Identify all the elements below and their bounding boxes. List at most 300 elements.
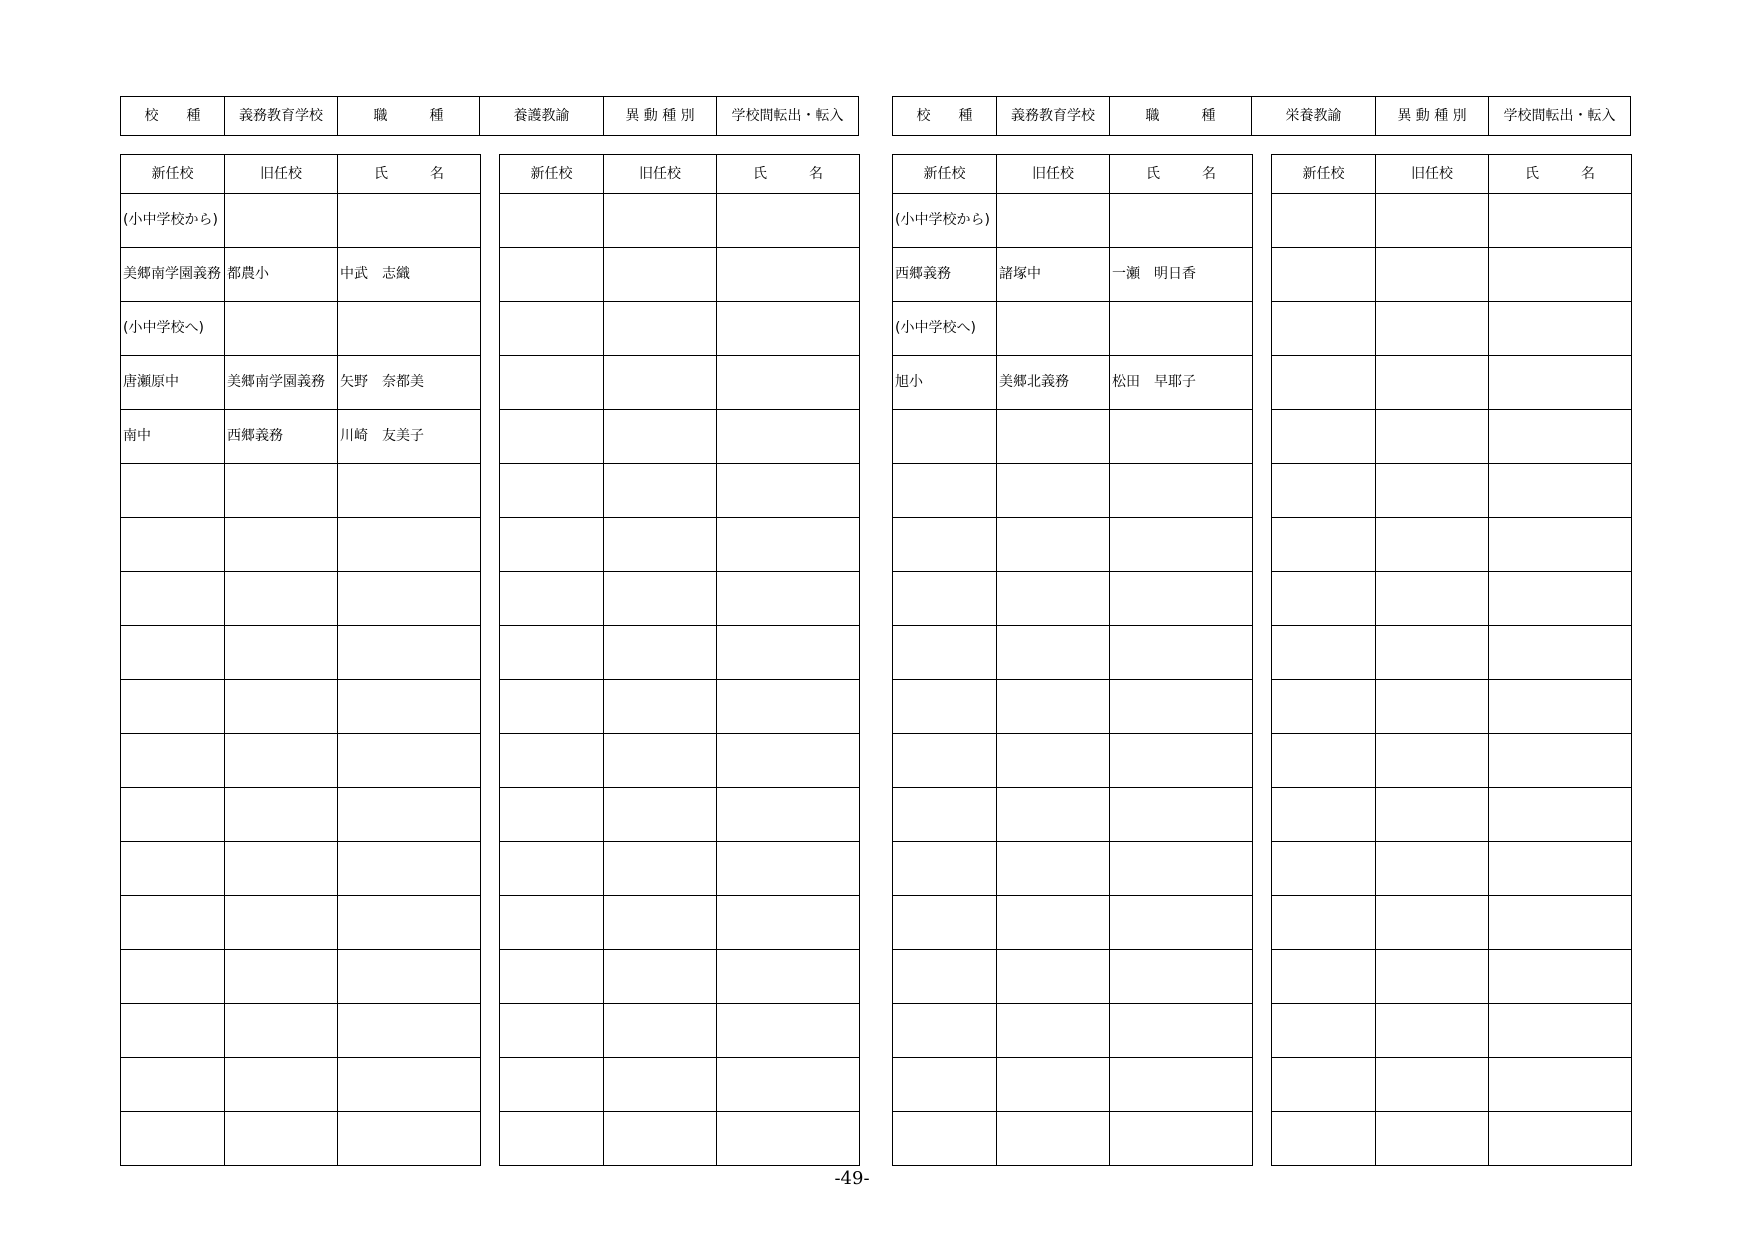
- old-school-cell: [225, 950, 338, 1004]
- table-row: [893, 626, 1253, 680]
- name-header: 氏 名: [1110, 155, 1253, 194]
- new-school-cell: [893, 680, 997, 734]
- table-row: [500, 464, 860, 518]
- new-school-cell: [893, 572, 997, 626]
- table-row: [121, 356, 481, 410]
- table-row: [893, 1112, 1253, 1166]
- table-row: [121, 1004, 481, 1058]
- table-row: [893, 896, 1253, 950]
- table-row: [1272, 1112, 1632, 1166]
- name-header: 氏 名: [338, 155, 481, 194]
- name-cell: [717, 896, 860, 950]
- new-school-cell: [121, 1004, 225, 1058]
- table-row: [500, 1112, 860, 1166]
- table-row: [500, 950, 860, 1004]
- transfer-type-value: 学校間転出・転入: [1489, 97, 1631, 136]
- job-type-label: 職 種: [338, 97, 480, 136]
- old-school-cell: [604, 734, 717, 788]
- old-school-cell: [225, 896, 338, 950]
- new-school-cell: [500, 356, 604, 410]
- table-row: [121, 518, 481, 572]
- old-school-cell: [604, 194, 717, 248]
- new-school-cell: [500, 896, 604, 950]
- name-cell: [1489, 950, 1632, 1004]
- name-cell: 一瀬 明日香: [1110, 248, 1253, 302]
- table-row: [893, 518, 1253, 572]
- old-school-cell: [997, 734, 1110, 788]
- table-row: [121, 572, 481, 626]
- table-row: [500, 734, 860, 788]
- old-school-header: 旧任校: [225, 155, 338, 194]
- name-cell: [717, 1004, 860, 1058]
- new-school-cell: [893, 950, 997, 1004]
- old-school-cell: [604, 680, 717, 734]
- new-school-cell: [121, 734, 225, 788]
- old-school-cell: [604, 410, 717, 464]
- old-school-cell: [997, 680, 1110, 734]
- new-school-header: 新任校: [500, 155, 604, 194]
- old-school-cell: [604, 518, 717, 572]
- school-type-label: 校 種: [121, 97, 225, 136]
- new-school-cell: [1272, 680, 1376, 734]
- old-school-cell: [225, 1004, 338, 1058]
- new-school-cell: [1272, 1058, 1376, 1112]
- old-school-cell: [604, 1004, 717, 1058]
- column-header-row: [121, 155, 481, 194]
- name-cell: [338, 464, 481, 518]
- new-school-cell: [1272, 248, 1376, 302]
- new-school-cell: [500, 302, 604, 356]
- new-school-cell: [1272, 194, 1376, 248]
- old-school-cell: [1376, 356, 1489, 410]
- new-school-cell: [500, 410, 604, 464]
- table-row: [1272, 626, 1632, 680]
- old-school-cell: [1376, 410, 1489, 464]
- new-school-cell: [500, 518, 604, 572]
- table-row: [500, 302, 860, 356]
- name-cell: [717, 626, 860, 680]
- old-school-cell: [225, 626, 338, 680]
- name-cell: [1110, 518, 1253, 572]
- left-header-table: [120, 96, 859, 136]
- table-row: [1272, 1004, 1632, 1058]
- table-row: [1272, 464, 1632, 518]
- name-cell: [717, 572, 860, 626]
- table-row: [500, 410, 860, 464]
- name-cell: [338, 1004, 481, 1058]
- new-school-cell: [500, 734, 604, 788]
- old-school-cell: [604, 1112, 717, 1166]
- table-row: [500, 842, 860, 896]
- table-row: [1272, 248, 1632, 302]
- name-cell: [1489, 842, 1632, 896]
- old-school-cell: [1376, 788, 1489, 842]
- new-school-cell: [121, 572, 225, 626]
- table-row: [500, 788, 860, 842]
- table-row: [1272, 842, 1632, 896]
- table-row: [893, 680, 1253, 734]
- name-cell: [338, 788, 481, 842]
- table-row: [121, 410, 481, 464]
- new-school-cell: [893, 842, 997, 896]
- old-school-cell: [1376, 248, 1489, 302]
- table-row: [500, 518, 860, 572]
- old-school-cell: [997, 1112, 1110, 1166]
- job-type-value: 養護教諭: [480, 97, 604, 136]
- table-row: [121, 896, 481, 950]
- name-cell: [338, 950, 481, 1004]
- new-school-cell: [121, 896, 225, 950]
- name-cell: [1489, 1112, 1632, 1166]
- table-row: [500, 572, 860, 626]
- name-cell: [1489, 734, 1632, 788]
- old-school-cell: [1376, 1058, 1489, 1112]
- new-school-cell: [500, 680, 604, 734]
- table-row: [1272, 356, 1632, 410]
- name-cell: [1110, 1058, 1253, 1112]
- name-cell: [338, 680, 481, 734]
- old-school-header: 旧任校: [997, 155, 1110, 194]
- new-school-cell: [1272, 1004, 1376, 1058]
- new-school-cell: [121, 950, 225, 1004]
- table-row: [121, 950, 481, 1004]
- new-school-cell: (小中学校から): [121, 194, 225, 248]
- page-number: -49-: [834, 1168, 870, 1189]
- table-row: [121, 302, 481, 356]
- new-school-cell: [121, 788, 225, 842]
- old-school-cell: [1376, 626, 1489, 680]
- new-school-cell: [1272, 356, 1376, 410]
- table-row: [121, 734, 481, 788]
- table-row: [893, 788, 1253, 842]
- old-school-cell: [604, 896, 717, 950]
- table-row: [1272, 410, 1632, 464]
- old-school-cell: [225, 680, 338, 734]
- old-school-cell: [1376, 302, 1489, 356]
- table-row: [893, 302, 1253, 356]
- old-school-cell: [604, 1058, 717, 1112]
- old-school-cell: [1376, 734, 1489, 788]
- table-row: [121, 464, 481, 518]
- new-school-cell: [121, 1058, 225, 1112]
- new-school-cell: [121, 842, 225, 896]
- old-school-cell: [1376, 1004, 1489, 1058]
- new-school-cell: [893, 518, 997, 572]
- table-row: [1272, 302, 1632, 356]
- name-cell: [338, 572, 481, 626]
- name-cell: [1110, 194, 1253, 248]
- table-row: [1272, 680, 1632, 734]
- table-row: [1272, 788, 1632, 842]
- table-row: [500, 626, 860, 680]
- table-row: [893, 842, 1253, 896]
- new-school-cell: (小中学校から): [893, 194, 997, 248]
- new-school-cell: [893, 626, 997, 680]
- old-school-cell: [1376, 194, 1489, 248]
- name-cell: [338, 626, 481, 680]
- name-cell: [338, 1112, 481, 1166]
- name-cell: [338, 734, 481, 788]
- name-cell: [1489, 302, 1632, 356]
- new-school-cell: 南中: [121, 410, 225, 464]
- new-school-cell: [500, 626, 604, 680]
- new-school-cell: (小中学校へ): [121, 302, 225, 356]
- new-school-cell: [1272, 518, 1376, 572]
- old-school-cell: [1376, 680, 1489, 734]
- table-row: [893, 464, 1253, 518]
- old-school-cell: [225, 1112, 338, 1166]
- new-school-cell: [500, 572, 604, 626]
- old-school-cell: [997, 788, 1110, 842]
- new-school-header: 新任校: [893, 155, 997, 194]
- table-row: [893, 572, 1253, 626]
- name-cell: [338, 842, 481, 896]
- old-school-cell: [1376, 950, 1489, 1004]
- old-school-cell: [225, 788, 338, 842]
- old-school-header: 旧任校: [1376, 155, 1489, 194]
- new-school-cell: [500, 248, 604, 302]
- table-row: [893, 950, 1253, 1004]
- old-school-cell: 西郷義務: [225, 410, 338, 464]
- name-cell: [1110, 302, 1253, 356]
- old-school-cell: [604, 572, 717, 626]
- name-cell: [1110, 1112, 1253, 1166]
- name-cell: [1489, 896, 1632, 950]
- new-school-cell: [500, 1058, 604, 1112]
- right-transfer-table-secondary: [1271, 154, 1632, 1166]
- new-school-cell: [893, 896, 997, 950]
- table-row: [1272, 1058, 1632, 1112]
- name-cell: 矢野 奈都美: [338, 356, 481, 410]
- name-cell: [338, 1058, 481, 1112]
- table-row: [893, 1058, 1253, 1112]
- new-school-header: 新任校: [121, 155, 225, 194]
- new-school-cell: 西郷義務: [893, 248, 997, 302]
- table-row: [500, 1058, 860, 1112]
- old-school-cell: [997, 896, 1110, 950]
- old-school-cell: [1376, 842, 1489, 896]
- table-row: [1272, 950, 1632, 1004]
- old-school-cell: [604, 842, 717, 896]
- name-cell: [1489, 518, 1632, 572]
- left-transfer-table-secondary: [499, 154, 860, 1166]
- table-row: [893, 248, 1253, 302]
- old-school-cell: [604, 464, 717, 518]
- old-school-cell: [225, 194, 338, 248]
- name-cell: [1489, 356, 1632, 410]
- old-school-cell: [225, 734, 338, 788]
- table-row: [500, 248, 860, 302]
- new-school-cell: [121, 518, 225, 572]
- new-school-cell: [1272, 734, 1376, 788]
- table-row: [500, 1004, 860, 1058]
- name-cell: [1489, 194, 1632, 248]
- new-school-cell: [893, 1004, 997, 1058]
- new-school-cell: 旭小: [893, 356, 997, 410]
- name-cell: [1110, 410, 1253, 464]
- name-cell: [1489, 410, 1632, 464]
- name-cell: [717, 464, 860, 518]
- table-row: [500, 680, 860, 734]
- column-header-row: [500, 155, 860, 194]
- school-type-value: 義務教育学校: [997, 97, 1110, 136]
- name-cell: [1110, 842, 1253, 896]
- name-cell: [1110, 572, 1253, 626]
- old-school-cell: [1376, 518, 1489, 572]
- left-transfer-table-primary: [120, 154, 481, 1166]
- old-school-cell: [225, 572, 338, 626]
- name-cell: [1110, 680, 1253, 734]
- name-cell: [717, 842, 860, 896]
- new-school-cell: [1272, 896, 1376, 950]
- table-row: [121, 842, 481, 896]
- name-cell: [717, 1058, 860, 1112]
- new-school-cell: [1272, 626, 1376, 680]
- new-school-cell: [500, 950, 604, 1004]
- new-school-cell: [1272, 410, 1376, 464]
- new-school-cell: [121, 464, 225, 518]
- name-cell: [1110, 896, 1253, 950]
- name-cell: [717, 680, 860, 734]
- new-school-cell: [1272, 1112, 1376, 1166]
- name-cell: [717, 734, 860, 788]
- old-school-cell: [997, 302, 1110, 356]
- old-school-cell: [997, 626, 1110, 680]
- old-school-cell: [997, 410, 1110, 464]
- new-school-cell: 美郷南学園義務: [121, 248, 225, 302]
- old-school-cell: [604, 356, 717, 410]
- old-school-cell: [997, 1058, 1110, 1112]
- name-cell: [717, 410, 860, 464]
- transfer-type-label: 異 動 種 別: [1376, 97, 1489, 136]
- name-cell: [717, 356, 860, 410]
- old-school-header: 旧任校: [604, 155, 717, 194]
- old-school-cell: [997, 842, 1110, 896]
- new-school-header: 新任校: [1272, 155, 1376, 194]
- old-school-cell: [997, 518, 1110, 572]
- new-school-cell: [500, 842, 604, 896]
- school-type-label: 校 種: [893, 97, 997, 136]
- new-school-cell: [121, 680, 225, 734]
- table-row: [500, 356, 860, 410]
- transfer-type-value: 学校間転出・転入: [717, 97, 859, 136]
- old-school-cell: [604, 788, 717, 842]
- name-cell: 川崎 友美子: [338, 410, 481, 464]
- name-cell: [1489, 680, 1632, 734]
- old-school-cell: 諸塚中: [997, 248, 1110, 302]
- new-school-cell: [1272, 302, 1376, 356]
- table-row: [1272, 518, 1632, 572]
- new-school-cell: 唐瀬原中: [121, 356, 225, 410]
- new-school-cell: [1272, 788, 1376, 842]
- table-row: [121, 626, 481, 680]
- old-school-cell: [1376, 464, 1489, 518]
- table-row: [121, 194, 481, 248]
- table-row: [121, 1058, 481, 1112]
- name-cell: [338, 302, 481, 356]
- old-school-cell: [604, 950, 717, 1004]
- new-school-cell: [500, 194, 604, 248]
- new-school-cell: [1272, 464, 1376, 518]
- old-school-cell: [225, 518, 338, 572]
- old-school-cell: [997, 572, 1110, 626]
- column-header-row: [1272, 155, 1632, 194]
- school-type-value: 義務教育学校: [225, 97, 338, 136]
- name-cell: [717, 950, 860, 1004]
- table-row: [500, 194, 860, 248]
- new-school-cell: [893, 410, 997, 464]
- transfer-type-label: 異 動 種 別: [604, 97, 717, 136]
- table-row: [121, 1112, 481, 1166]
- table-row: [1272, 572, 1632, 626]
- name-header: 氏 名: [717, 155, 860, 194]
- table-row: [893, 194, 1253, 248]
- name-cell: [1489, 464, 1632, 518]
- old-school-cell: [1376, 572, 1489, 626]
- new-school-cell: [121, 1112, 225, 1166]
- name-cell: [717, 248, 860, 302]
- new-school-cell: [1272, 950, 1376, 1004]
- name-cell: [717, 194, 860, 248]
- old-school-cell: [225, 464, 338, 518]
- old-school-cell: 都農小: [225, 248, 338, 302]
- new-school-cell: [893, 1058, 997, 1112]
- new-school-cell: [1272, 572, 1376, 626]
- old-school-cell: [997, 1004, 1110, 1058]
- old-school-cell: [604, 248, 717, 302]
- name-cell: [1110, 734, 1253, 788]
- new-school-cell: [893, 788, 997, 842]
- old-school-cell: 美郷北義務: [997, 356, 1110, 410]
- name-cell: [338, 896, 481, 950]
- name-cell: 松田 早耶子: [1110, 356, 1253, 410]
- name-cell: [1489, 1058, 1632, 1112]
- table-row: [121, 788, 481, 842]
- old-school-cell: [604, 626, 717, 680]
- name-cell: [1489, 572, 1632, 626]
- old-school-cell: [604, 302, 717, 356]
- name-cell: 中武 志織: [338, 248, 481, 302]
- name-cell: [717, 518, 860, 572]
- table-row: [893, 356, 1253, 410]
- job-type-label: 職 種: [1110, 97, 1252, 136]
- right-header-table: [892, 96, 1631, 136]
- new-school-cell: [893, 1112, 997, 1166]
- table-row: [121, 248, 481, 302]
- old-school-cell: [997, 950, 1110, 1004]
- name-cell: [1489, 1004, 1632, 1058]
- old-school-cell: [997, 194, 1110, 248]
- name-cell: [1110, 1004, 1253, 1058]
- table-row: [893, 1004, 1253, 1058]
- table-row: [1272, 896, 1632, 950]
- old-school-cell: [225, 1058, 338, 1112]
- old-school-cell: [225, 842, 338, 896]
- name-cell: [1489, 248, 1632, 302]
- new-school-cell: (小中学校へ): [893, 302, 997, 356]
- name-cell: [717, 788, 860, 842]
- table-row: [121, 680, 481, 734]
- table-row: [1272, 734, 1632, 788]
- name-cell: [717, 302, 860, 356]
- name-cell: [1110, 788, 1253, 842]
- name-cell: [1110, 464, 1253, 518]
- name-cell: [338, 518, 481, 572]
- old-school-cell: [225, 302, 338, 356]
- table-row: [893, 734, 1253, 788]
- new-school-cell: [500, 464, 604, 518]
- name-cell: [1110, 950, 1253, 1004]
